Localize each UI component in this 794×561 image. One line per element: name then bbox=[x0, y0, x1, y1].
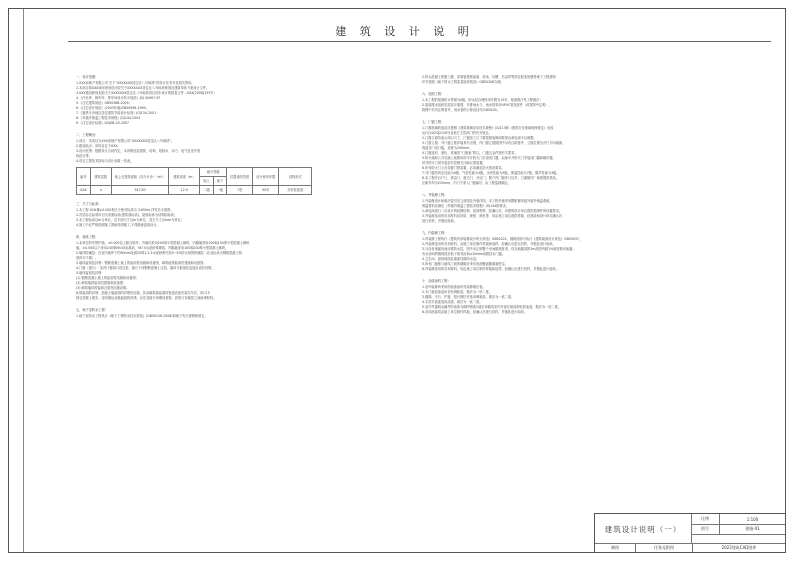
table-header: 耐火等级 bbox=[200, 168, 227, 177]
right-column bbox=[422, 75, 722, 315]
table-cell: 二级 bbox=[200, 186, 213, 195]
table-header: 建筑高度（m） bbox=[169, 168, 200, 186]
scale-value: 1:100 bbox=[746, 516, 759, 522]
text-line: 6.预留洞的封堵：混凝土墙留洞的封堵见结施，其余砌筑墙留洞待管道设备安装完毕后，用C15 bbox=[76, 291, 210, 295]
section-dimensions bbox=[76, 202, 376, 228]
text-line: 6.所有防火门上应设置门禁装置，必须满足防火规范要求。 bbox=[422, 166, 505, 170]
text-line: 9.《住宅设计标准》DGJ08-20-2007 bbox=[76, 121, 129, 125]
text-line: 3.凡设有地漏房间应做防水层，图中未注明整个房间做坡度者，均在地漏周围1m范围内做1%坡度坡向地漏； bbox=[422, 247, 576, 251]
table-header: 地下 bbox=[213, 177, 226, 186]
text-line: 1.地下室防水工程执行《地下工程防水技术规范》(GB50108-2008)和地方有关规程和规定。 bbox=[76, 314, 208, 318]
table-header: 地上 bbox=[200, 177, 213, 186]
text-line: 2.本单位和XXX城市规划设计院关于XXXXXXX居住区八号地块规划及建筑单体方案设计文件。 bbox=[76, 86, 210, 90]
text-line: 2.木门窗油漆选用各色调和漆，做法为一底二度。 bbox=[422, 290, 492, 294]
text-line: 注明外均为220mm，内门不需入门窗编号，由工程监理确定。 bbox=[422, 181, 511, 185]
text-line: 造时可不做）。 bbox=[76, 256, 99, 260]
text-line: 2.门窗立面均表示洞口尺寸，门窗加工尺寸要按照装修面厚度由承包商予以调整。 bbox=[422, 136, 537, 140]
text-line: 5.防火墙和公共走廊上疏散用的平开防火门应设闭门器，双扇平开防火门安装闭门器和顺序器， bbox=[422, 156, 556, 160]
text-line: 保温材料应满足《外墙外保温工程技术规程》JGJ144的要求。 bbox=[422, 204, 509, 208]
text-line: 3.设计范围：根据设计合同约定，本说明包括建筑、结构、给排水、动力、电气及室外管 bbox=[76, 149, 201, 153]
section-heading: 四、墙体工程： bbox=[76, 235, 99, 239]
text-line: (3) 砌筑墙体预留洞过梁见结施说明。 bbox=[76, 286, 130, 290]
text-line: 5.室内外露明金属件的油漆为刷防锈漆2道后再做同室内外部位相同颜色的油漆，做法为一底二度。 bbox=[422, 305, 561, 309]
text-line: 5.墙体留洞及封堵 bbox=[76, 271, 102, 275]
text-line: 4.项目主要技术指标与设计参数一览表。 bbox=[76, 159, 134, 163]
text-line: 细石混凝土填实；变形缝处双墙留洞的封堵，应在双墙分别增设套管，套管与穿墙管之间嵌堵材料。 bbox=[76, 296, 217, 300]
text-line: 进行封样，并据此验收。 bbox=[422, 219, 458, 223]
text-line: 3.楼梯、平台、护窗、阳台钢栏杆选用调和漆，做法为一底二度。 bbox=[422, 295, 515, 299]
drawing-frame bbox=[23, 9, 785, 552]
section-paint bbox=[422, 279, 722, 315]
text-line: 6.内装修选用的各项材料，均由施工单位制作样板和选样，经确认后进行封样，并据此进行验收。 bbox=[422, 267, 559, 271]
text-line: 4.门窗选料、颜色、玻璃见“门窗表”附注，门窗五金件按有关要求。 bbox=[422, 151, 518, 155]
text-line: 4.木扶手油漆选用清漆，做法为一底二度。 bbox=[422, 300, 483, 304]
text-line: (2) 砌筑墙预留洞见建施和设备图； bbox=[76, 281, 127, 285]
section-heading: 六、屋面工程： bbox=[422, 92, 445, 96]
text-line: 3.XXX建设和规划局关于XXXXXXX居住区八号地块项目初步设计的批复文件（XXX[2008]133号） bbox=[76, 91, 217, 95]
section-heading: 十、油漆涂料工程： bbox=[422, 279, 451, 283]
table-cell: 7度 bbox=[227, 186, 253, 195]
text-line: 2.墙体防潮层：在室内地坪下约60mm处做20厚1:2.5水泥砂浆内加3~5%防水剂的防潮层（在此标高为钢筋混凝土构 bbox=[76, 251, 242, 255]
table-header-row bbox=[77, 168, 312, 177]
text-line: 2.屋面排水组织见屋顶平面图，外排雨水斗、雨水管采用UPVC管及配件（或按图中注明）， bbox=[422, 103, 552, 107]
section-walls bbox=[76, 235, 376, 301]
text-line: 5.《住宅建筑规范》GB50368-2005； bbox=[76, 101, 132, 105]
text-line: 1.本单位的外围护墙，±0.000以上除注明外，外墙均采用200厚小型混凝土砌块，内隔墙采用200和100厚小型混凝土砌块 bbox=[76, 241, 250, 245]
table-cell: 一级 bbox=[213, 186, 226, 195]
section-heading: 五、地下室防水工程： bbox=[76, 308, 108, 312]
text-line: 2.防水混凝土的施工缝、穿墙管道预留洞、转角、坑槽、后浇带等部位和变形缝等地下工程薄弱 bbox=[422, 75, 556, 79]
title-block bbox=[594, 513, 785, 552]
text-line: 4.施工中应严格按照施工图和说明施工,不得随意更改设计。 bbox=[76, 223, 160, 227]
section-heading: 三、尺寸与标高： bbox=[76, 202, 102, 206]
text-line: 1.室内装修所采用的油漆涂料见装修做法表。 bbox=[422, 285, 486, 289]
text-line: 2.内装修选用的各项材料，由施工单位制作样板和选样，经确认后进行封样，并据此进行验收。 bbox=[422, 242, 556, 246]
footer-cell: 2022建筑CAD图库 bbox=[721, 545, 757, 550]
table-header: 结构形式 bbox=[279, 168, 312, 186]
text-line: 8.《外墙外保温工程技术规程》JGJ144-2004 bbox=[76, 116, 141, 120]
text-line: 常开防火门须安装信号控制关闭和反馈装置。 bbox=[422, 161, 486, 165]
text-line: 1.内装修工程执行《建筑内部装修设计防火规范》GB50222，楼地面部分执行《建筑地面设计规范》GB50037。 bbox=[422, 237, 583, 241]
drawing-sheet bbox=[8, 8, 786, 553]
text-line: 1.本工程的屋面防水等级为II级，防水层合理使用年限为15年，屋面做法见工程做法； bbox=[422, 98, 543, 102]
text-line: 3.外装修选用的各项材料其材质、规格、颜色等，均由施工单位提供样板，经建设和设计单位确认后 bbox=[422, 214, 563, 218]
section-design-basis bbox=[76, 75, 376, 126]
text-line: 1.门窗玻璃的选用应遵照《建筑玻璃应用技术规程》JGJ113和《建筑安全玻璃管理规定》发改 bbox=[422, 126, 554, 130]
drawing-number-label: 图号 bbox=[691, 524, 720, 534]
table-header: 编号 bbox=[77, 168, 91, 186]
text-line: 除图中另有注明者外，雨水管的公称直径均为DN100。 bbox=[422, 108, 500, 112]
text-line: 6.《住宅设计规范》(2003年版)GB50096-1999； bbox=[76, 106, 149, 110]
section-waterproofing-continued bbox=[422, 75, 722, 85]
table-header: 地上总建筑面积（局分计步）（m²） bbox=[111, 168, 169, 186]
section-doors-windows bbox=[422, 120, 722, 186]
text-line: 4.卫生间、厨房地面及墙面均做防水层。 bbox=[422, 257, 480, 261]
document-title: 建 筑 设 计 说 明 bbox=[335, 25, 474, 38]
section-exterior-finish bbox=[422, 193, 722, 224]
section-heading: 二、工程概况： bbox=[76, 133, 99, 137]
drawing-number-value: 建施-01 bbox=[745, 526, 760, 531]
text-line: 墙，±0.000以下采用240厚MU10标准砖、M7.5水泥砂浆砌筑，内隔墙采用100和200厚小型混凝土砌块。 bbox=[76, 246, 229, 250]
text-line: 7.《夏热冬冷地区居住建筑节能设计标准》JGJ134-2001 bbox=[76, 111, 157, 115]
footer-cell: 任务及附图 bbox=[636, 544, 693, 552]
section-basement-waterproofing bbox=[76, 308, 376, 319]
table-cell: 547.80 bbox=[111, 186, 169, 195]
spec-table bbox=[76, 167, 312, 195]
text-line: 4.《汽车库、修车库、停车场设计防火规范》JGJ 50067-97 bbox=[76, 96, 161, 100]
section-heading: 七、门窗工程： bbox=[422, 120, 445, 124]
title-underline bbox=[68, 41, 771, 42]
text-line: 1.外装修设计和做法索引见立面图及外墙详图，本工程外墙采用膨胀聚苯板外墙外保温系统， bbox=[422, 199, 553, 203]
title-block-footer bbox=[595, 543, 785, 552]
section-roof bbox=[422, 92, 722, 113]
left-column bbox=[76, 75, 376, 319]
text-line: 管道井门设门槛，高度为250mm。 bbox=[422, 146, 473, 150]
text-line: 环节按照《地下防水工程质量验收规范》GB50208办理。 bbox=[422, 80, 504, 84]
table-header: 设计使用年限 bbox=[253, 168, 279, 186]
text-line: 5.所有门窗框与墙体之间的缝隙应采用发泡聚氨酯填塞密实。 bbox=[422, 262, 508, 266]
text-line: (1) 钢筋混凝土墙上的留洞见结施和设备图； bbox=[76, 276, 139, 280]
text-line: 1.项目：本项目为XXX房地产有限公司“XXXXXXX居住区八号地块”。 bbox=[76, 139, 175, 143]
table-cell: 4 bbox=[90, 186, 111, 195]
text-line: 7.外门窗抗风压性能为4级，气密性能为4级，水密性能为3级，保温性能为7级，隔声性能为3级。 bbox=[422, 171, 560, 175]
table-cell: 42# bbox=[77, 186, 91, 195]
section-interior-finish bbox=[422, 231, 722, 272]
table-header: 抗震设防烈度 bbox=[227, 168, 253, 186]
text-line: 3.门窗立樘：外门窗立樘详墙身节点图，内门窗立樘除图中另有注明者外，立樘位置为开门方向墙面。 bbox=[422, 141, 566, 145]
text-line: 3.墙体留洞及封堵：钢筋混凝土墙上的留洞见结施和设备图，砌筑墙预留洞见建施和设备图。 bbox=[76, 261, 207, 265]
text-line: 6.各项油漆均由施工单位制作样板，经确认后进行封样，并据此进行验收。 bbox=[422, 310, 528, 314]
section-heading: 九、内装修工程： bbox=[422, 231, 448, 235]
text-line: 运行[2003]2116号及地方主管部门的有关规定。 bbox=[422, 131, 492, 135]
table-row bbox=[77, 186, 312, 195]
section-heading: 一、设计依据： bbox=[76, 75, 99, 79]
text-line: 2.各层标注标高均为完成面标高(建筑面标高)，屋面标高为结构面标高； bbox=[76, 213, 178, 217]
section-project-overview bbox=[76, 133, 376, 195]
text-line: 8.本工程开启户门，需由门、窗边门、开启门，除户内门窗外门以外，门窗制作厂商需提供样品。 bbox=[422, 176, 559, 180]
text-line: 1.本工程 42#楼±0.000相当于绝对标高为 3.650m,详见总平面图。 bbox=[76, 208, 174, 212]
text-line: 有水房间的楼地面应低于相邻房间≥20mm或做挡水门槛。 bbox=[422, 252, 506, 256]
text-line: 1.XXX房地产有限公司 关于“XXXXXXX居住区八号地块”的设计任务书及相关资料。 bbox=[76, 81, 195, 85]
footer-cell: 制图 bbox=[595, 544, 636, 552]
table-header: 建筑层数 bbox=[90, 168, 111, 186]
scale-label: 比例 bbox=[691, 514, 720, 524]
text-line: 4.门窗（窗台）：室内门窗洞口设过梁，窗台下设钢筋混凝土压顶，墙体与框架柱连接处设拉结筋。 bbox=[76, 266, 215, 270]
title-block-name: 建筑设计说明（一） bbox=[595, 514, 692, 544]
section-heading: 八、外装修工程： bbox=[422, 193, 448, 197]
text-line: 线设计等。 bbox=[76, 154, 92, 158]
text-line: 2.建设地点：该项目位于XXX。 bbox=[76, 144, 121, 148]
text-line: 3.本工程标高以m为单位，总平面尺寸以m为单位，其它尺寸以mm为单位； bbox=[76, 218, 184, 222]
table-cell: 50年 bbox=[253, 186, 279, 195]
text-line: 2.承包商进行二次设计的轻钢结构、装饰物等，经确认后，向建筑设计单位提供预埋件的设置要求。 bbox=[422, 209, 563, 213]
table-cell: 12.9 bbox=[169, 186, 200, 195]
table-cell: 异形柱框架 bbox=[279, 186, 312, 195]
